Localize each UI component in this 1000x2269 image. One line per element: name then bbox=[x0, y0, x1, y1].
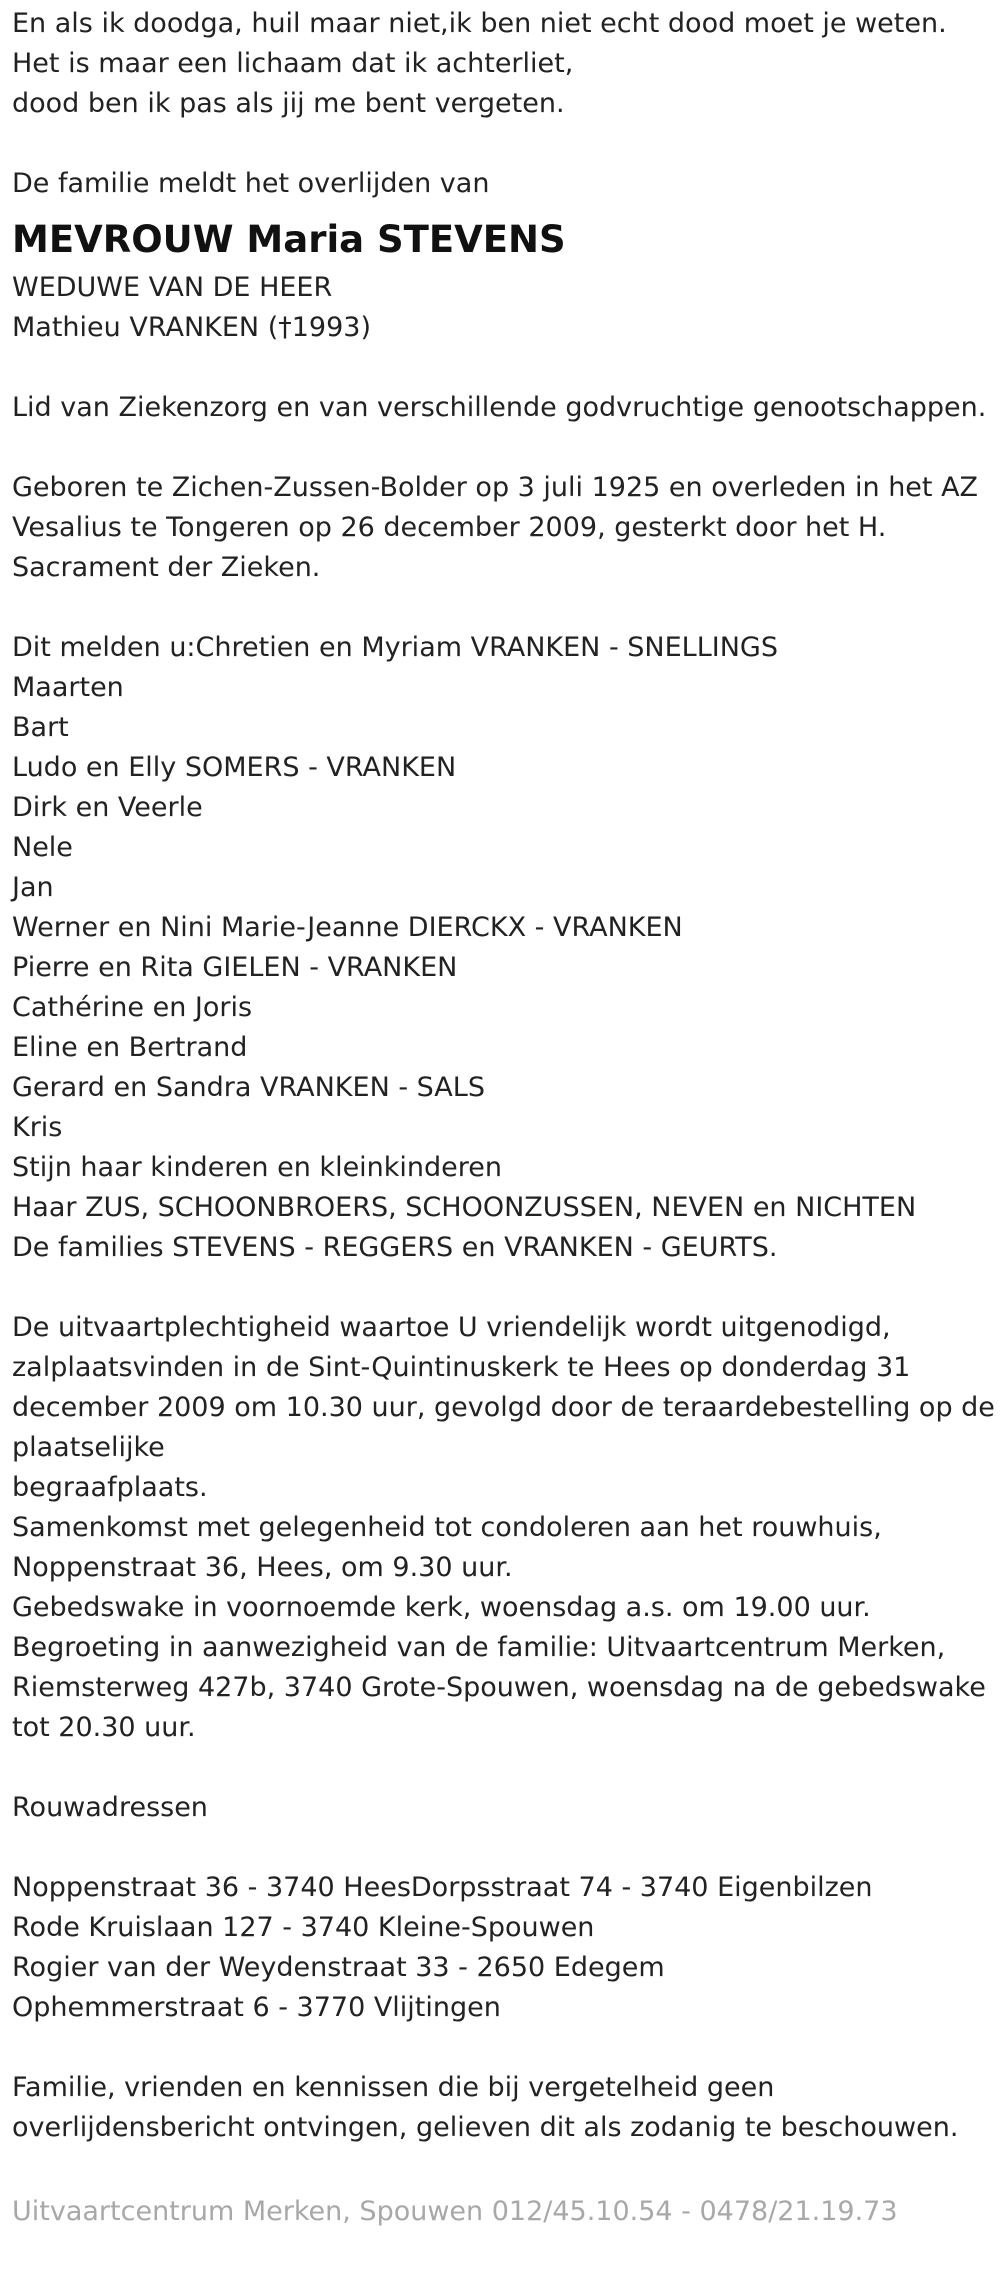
funeral-line: Begroeting in aanwezigheid van de familie: Uitvaartcentrum Merken, bbox=[12, 1632, 946, 1663]
closing-text bbox=[12, 2068, 988, 2148]
poem bbox=[12, 4, 988, 124]
poem-line: dood ben ik pas als jij me bent vergeten. bbox=[12, 88, 565, 119]
family-line: Cathérine en Joris bbox=[12, 992, 253, 1023]
family-line: Stijn haar kinderen en kleinkinderen bbox=[12, 1152, 503, 1183]
spouse-line: Mathieu VRANKEN (†1993) bbox=[12, 312, 371, 343]
poem-line: En als ik doodga, huil maar niet,ik ben niet echt dood moet je weten. bbox=[12, 8, 947, 39]
funeral-line: Noppenstraat 36, Hees, om 9.30 uur. bbox=[12, 1552, 513, 1583]
funeral-line: De uitvaartplechtigheid waartoe U vriendelijk wordt uitgenodigd, bbox=[12, 1312, 891, 1343]
spouse-line: WEDUWE VAN DE HEER bbox=[12, 272, 333, 303]
poem-line: Het is maar een lichaam dat ik achterliet, bbox=[12, 48, 574, 79]
family-line: Nele bbox=[12, 832, 73, 863]
funeral-line: plaatselijke bbox=[12, 1432, 165, 1463]
footer-contact: Uitvaartcentrum Merken, Spouwen 012/45.10.54 - 0478/21.19.73 bbox=[12, 2196, 898, 2227]
intro-text: De familie meldt het overlijden van bbox=[12, 168, 490, 199]
family-line: Dirk en Veerle bbox=[12, 792, 203, 823]
family-line: Bart bbox=[12, 712, 69, 743]
birth-death-line: Geboren te Zichen-Zussen-Bolder op 3 juli 1925 en overleden in het AZ bbox=[12, 472, 979, 503]
family-line: Dit melden u:Chretien en Myriam VRANKEN - SNELLINGS bbox=[12, 632, 778, 663]
funeral-line: Gebedswake in voornoemde kerk, woensdag a.s. om 19.00 uur. bbox=[12, 1592, 871, 1623]
spouse-info bbox=[12, 268, 988, 348]
family-line: Ludo en Elly SOMERS - VRANKEN bbox=[12, 752, 457, 783]
address-line: Noppenstraat 36 - 3740 HeesDorpsstraat 74 - 3740 Eigenbilzen bbox=[12, 1872, 873, 1903]
family-line: Jan bbox=[12, 872, 54, 903]
funeral-line: Samenkomst met gelegenheid tot condoleren aan het rouwhuis, bbox=[12, 1512, 882, 1543]
closing-line: overlijdensbericht ontvingen, gelieven dit als zodanig te beschouwen. bbox=[12, 2112, 959, 2143]
birth-death-line: Sacrament der Zieken. bbox=[12, 552, 321, 583]
family-line: Haar ZUS, SCHOONBROERS, SCHOONZUSSEN, NEVEN en NICHTEN bbox=[12, 1192, 917, 1223]
closing-line: Familie, vrienden en kennissen die bij vergetelheid geen bbox=[12, 2072, 775, 2103]
address-line: Ophemmerstraat 6 - 3770 Vlijtingen bbox=[12, 1992, 501, 2023]
deceased-name: MEVROUW Maria STEVENS bbox=[12, 218, 566, 261]
address-line: Rode Kruislaan 127 - 3740 Kleine-Spouwen bbox=[12, 1912, 595, 1943]
family-line: Maarten bbox=[12, 672, 124, 703]
birth-death-line: Vesalius te Tongeren op 26 december 2009, gesterkt door het H. bbox=[12, 512, 887, 543]
funeral-line: december 2009 om 10.30 uur, gevolgd door de teraardebestelling op de bbox=[12, 1392, 995, 1423]
family-line: Kris bbox=[12, 1112, 63, 1143]
funeral-line: Riemsterweg 427b, 3740 Grote-Spouwen, woensdag na de gebedswake bbox=[12, 1672, 986, 1703]
address-line: Rogier van der Weydenstraat 33 - 2650 Edegem bbox=[12, 1952, 665, 1983]
membership-text: Lid van Ziekenzorg en van verschillende godvruchtige genootschappen. bbox=[12, 392, 987, 423]
funeral-info bbox=[12, 1308, 995, 1748]
addresses-heading: Rouwadressen bbox=[12, 1792, 208, 1823]
family-line: De families STEVENS - REGGERS en VRANKEN - GEURTS. bbox=[12, 1232, 778, 1263]
funeral-line: tot 20.30 uur. bbox=[12, 1712, 196, 1743]
family-line: Gerard en Sandra VRANKEN - SALS bbox=[12, 1072, 485, 1103]
family-line: Werner en Nini Marie-Jeanne DIERCKX - VRANKEN bbox=[12, 912, 683, 943]
family-line: Pierre en Rita GIELEN - VRANKEN bbox=[12, 952, 458, 983]
addresses-list bbox=[12, 1868, 988, 2028]
funeral-line: begraafplaats. bbox=[12, 1472, 208, 1503]
family-line: Eline en Bertrand bbox=[12, 1032, 248, 1063]
funeral-line: zalplaatsvinden in de Sint-Quintinuskerk te Hees op donderdag 31 bbox=[12, 1352, 911, 1383]
birth-death-info bbox=[12, 468, 988, 588]
family-list bbox=[12, 628, 988, 1268]
